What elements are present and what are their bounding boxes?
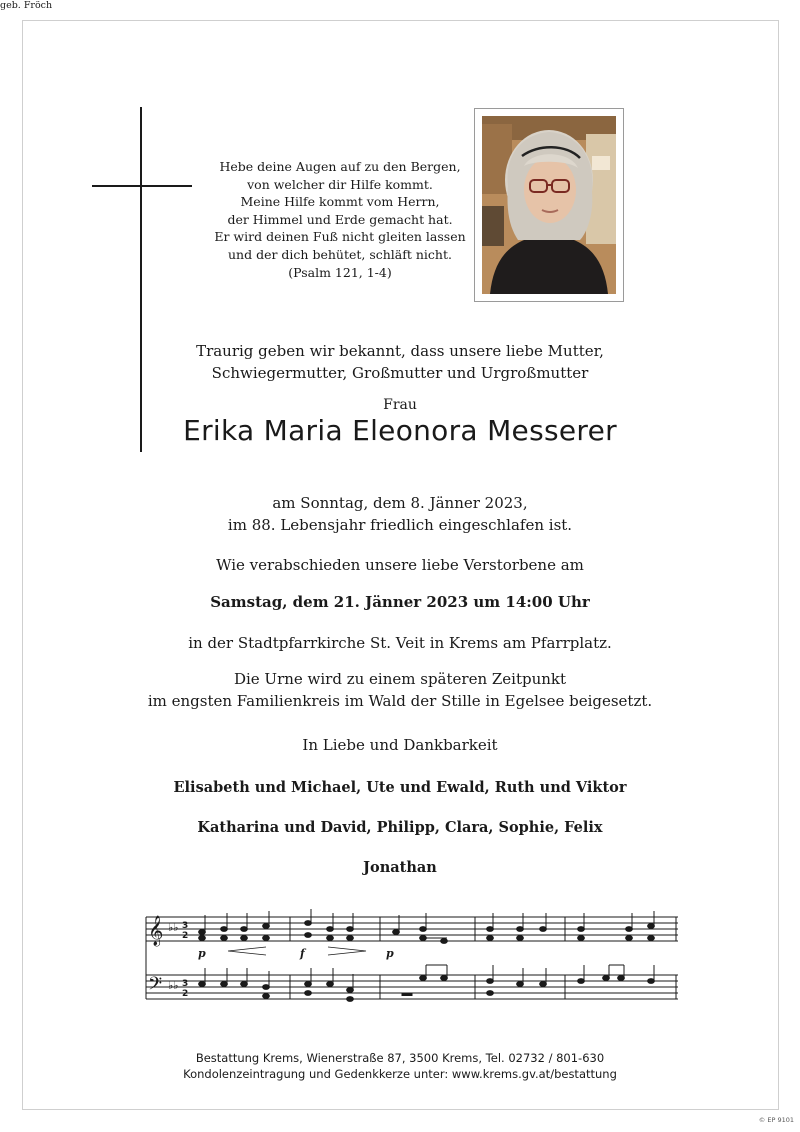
portrait-photo (482, 116, 616, 294)
time-signature-top: 3 (182, 921, 189, 931)
cross-icon-horizontal (92, 185, 192, 187)
psalm-line: Er wird deinen Fuß nicht gleiten lassen (214, 229, 466, 245)
urn-line: Die Urne wird zu einem späteren Zeitpunkt (233, 670, 567, 688)
deceased-name: Erika Maria Eleonora Messerer (183, 414, 617, 447)
psalm-line: von welcher dir Hilfe kommt. (247, 176, 433, 192)
psalm-verse (205, 158, 475, 281)
treble-notes (199, 909, 655, 943)
farewell-text: Wie verabschieden unsere liebe Verstorbene am (216, 556, 584, 574)
footer (0, 1050, 800, 1082)
announcement-line: Traurig geben wir bekannt, dass unsere liebe Mutter, (196, 342, 604, 360)
dynamic-mark: p (198, 947, 206, 960)
announcement-text (0, 340, 800, 384)
death-line: im 88. Lebensjahr friedlich eingeschlafen ist. (227, 516, 573, 534)
psalm-line: Hebe deine Augen auf zu den Bergen, (219, 159, 461, 174)
death-details (0, 492, 800, 536)
time-signature-bottom: 2 (182, 989, 189, 999)
urn-line: im engsten Familienkreis im Wald der Stille in Egelsee beigesetzt. (147, 692, 653, 710)
flat-icon: ♭♭ (168, 921, 179, 934)
bass-clef-icon: 𝄢 (148, 974, 163, 999)
death-line: am Sonntag, dem 8. Jänner 2023, (272, 494, 528, 512)
ceremony-datetime: Samstag, dem 21. Jänner 2023 um 14:00 Uhr (210, 593, 590, 611)
flat-icon: ♭♭ (168, 979, 179, 992)
closing-text: In Liebe und Dankbarkeit (302, 736, 498, 754)
dynamics-marks (198, 947, 394, 960)
urn-burial-text (0, 668, 800, 712)
maiden-name: geb. Fröch (0, 0, 53, 11)
dynamic-mark: p (386, 947, 394, 960)
portrait-frame (474, 108, 624, 302)
mourners-line: Elisabeth und Michael, Ute und Ewald, Ruth und Viktor (173, 779, 627, 796)
psalm-line: und der dich behütet, schläft nicht. (228, 246, 452, 262)
mourners-line: Katharina und David, Philipp, Clara, Sophie, Felix (197, 819, 603, 836)
footer-condolence-link: Kondolenzeintragung und Gedenkkerze unter: www.krems.gv.at/bestattung (183, 1067, 617, 1081)
announcement-line: Schwiegermutter, Großmutter und Urgroßmutter (211, 364, 589, 382)
psalm-reference: (Psalm 121, 1-4) (288, 264, 392, 280)
bass-notes (199, 965, 655, 1001)
psalm-line: der Himmel und Erde gemacht hat. (227, 211, 453, 227)
psalm-line: Meine Hilfe kommt vom Herrn, (240, 194, 440, 210)
dynamic-mark: f (300, 947, 305, 960)
time-signature-bottom: 2 (182, 931, 189, 941)
sheet-music (140, 905, 680, 1010)
print-code: © EP 9101 (758, 1116, 794, 1124)
title-prefix: Frau (383, 397, 417, 413)
treble-clef-icon: 𝄞 (148, 916, 164, 946)
hairpins (228, 947, 366, 955)
mourners-line: Jonathan (363, 859, 437, 876)
time-signature-top: 3 (182, 979, 189, 989)
ceremony-location: in der Stadtpfarrkirche St. Veit in Krems am Pfarrplatz. (188, 634, 612, 652)
footer-address: Bestattung Krems, Wienerstraße 87, 3500 Krems, Tel. 02732 / 801-630 (195, 1051, 605, 1065)
mourners-list (0, 768, 800, 888)
